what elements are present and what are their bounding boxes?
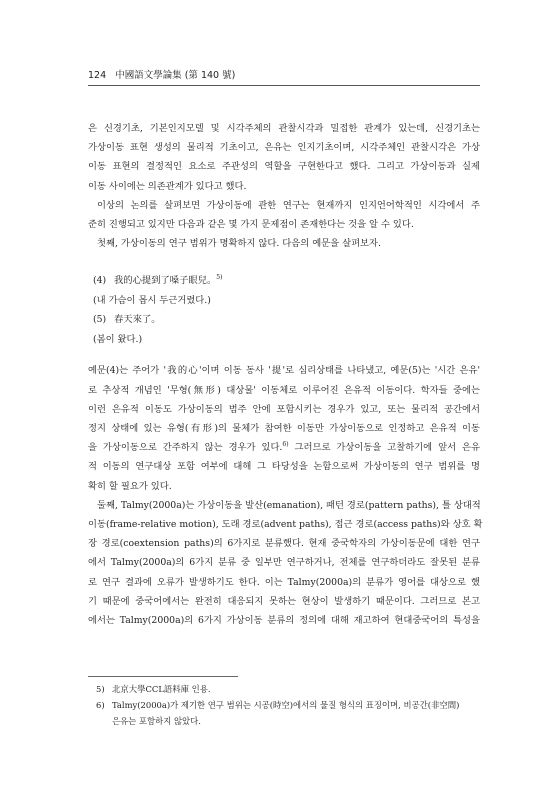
text-line: 로 추상적 개념인 '무형(無形) 대상물' 이동체로 이루어진 은유적 이동이다. 학자들 중에는	[88, 384, 480, 396]
text-line: 로 연구 결과에 오류가 발생하기도 한다. 이는 Talmy(2000a)의 분류가 영어를 대상으로 했	[88, 576, 480, 588]
text-line-with-note	[88, 438, 480, 457]
footnote-number: 5)	[96, 684, 105, 694]
text-line: 둘째, Talmy(2000a)는 가상이동을 발산(emanation), 패턴 경로(pattern paths), 틀 상대적	[97, 499, 481, 511]
example-5-translation: (봄이 왔다.)	[93, 333, 143, 345]
footnote-text: Talmy(2000a)가 제기한 연구 범위는 시공(時空)에서의 물질 형식의 표징이며, 비공간(非空間)	[112, 700, 460, 710]
example-number: (5)	[93, 314, 107, 326]
text-line: 이런 은유적 이동도 가상이동의 범주 안에 포함시키는 경우가 있고, 또는 물리적 공간에서	[88, 403, 480, 415]
example-chinese: 我的心提到了嗓子眼兒。	[114, 275, 217, 287]
text-line: 적 이동의 연구대상 포함 여부에 대해 그 타당성을 논함으로써 가상이동의 연구 범위를 명	[88, 461, 480, 473]
paragraph-3	[88, 234, 480, 253]
text-line: 확히 할 필요가 있다.	[88, 480, 172, 492]
paragraph-2	[88, 196, 480, 234]
text-line: 에서 Talmy(2000a)의 6가지 분류 중 일부만 연구하거나, 전체를 연구하더라도 잘못된 분류	[88, 557, 480, 569]
footnote-ref: 6)	[282, 441, 289, 449]
text-line: 은 신경기초, 기본인지모델 및 시각주체의 관찰시각과 밀접한 관계가 있는데, 신경기초는	[88, 123, 480, 134]
text-line: 장 경로(coextension paths)의 6가지로 분류했다. 현재 중국학자의 가상이동문에 대한 연구	[88, 538, 480, 550]
footnote-ref: 5)	[216, 274, 223, 282]
text-segment: 을 가상이동으로 간주하지 않는 경우가 있다.	[88, 442, 283, 454]
footnote-number: 6)	[96, 700, 105, 710]
text-line: 준히 진행되고 있지만 다음과 같은 몇 가지 문제점이 존재한다는 것을 알 수 있다.	[88, 219, 414, 231]
paragraph-5	[88, 496, 483, 630]
example-number: (4)	[93, 275, 107, 287]
text-line: 첫째, 가상이동의 연구 범위가 명확하지 않다. 다음의 예문을 살펴보자.	[97, 238, 381, 250]
footnote-5	[96, 681, 480, 697]
text-line: 이동 표현의 결정적인 요소로 주관성의 역할을 구현한다고 했다. 그리고 가상이동과 실제	[88, 161, 480, 173]
text-line: 에서는 Talmy(2000a)의 6가지 가상이동 분류의 정의에 대해 재고하여 현대중국어의 특성을	[88, 615, 480, 627]
paragraph-4	[88, 361, 480, 495]
footnote-text: 北京大學CCL語料庫 인용.	[112, 684, 211, 694]
text-line: 정지 상태에 있는 유형(有形)의 물체가 참여한 이동만 가상이동으로 인정하고 은유적 이동	[88, 423, 480, 435]
paragraph-1	[88, 119, 480, 196]
example-chinese: 春天來了。	[114, 314, 161, 326]
text-line: 가상이동 표현 생성의 물리적 기초이고, 은유는 인지기초이며, 시각주체인 관찰시각은 가상	[88, 142, 480, 154]
example-4-translation: (내 가슴이 몹시 두근거렸다.)	[93, 294, 211, 306]
footnote-6	[96, 697, 480, 729]
footnote-rule	[88, 676, 238, 677]
running-header	[88, 67, 480, 81]
example-sentences	[88, 271, 480, 349]
example-5	[93, 310, 480, 330]
header-rule	[88, 85, 480, 86]
text-line: 이상의 논의를 살펴보면 가상이동에 관한 연구는 현재까지 인지언어학적인 시각에서 주	[97, 199, 480, 211]
text-line: 예문(4)는 주어가 '我的心'이며 이동 동사 '提'로 심리상태를 나타냈고, 예문(5)는 '시간 은유'	[88, 365, 480, 377]
text-line: 이동(frame-relative motion), 도래 경로(advent paths), 접근 경로(access paths)와 상호 확	[88, 519, 483, 531]
page-number: 124	[88, 70, 107, 81]
text-line: 기 때문에 중국어에서는 완전히 대응되지 못하는 현상이 발생하기 때문이다. 그러므로 본고	[88, 595, 480, 607]
journal-title: 中國語文學論集 (第 140 號)	[115, 70, 236, 81]
example-4	[93, 271, 480, 291]
footnote-continuation: 은유는 포함하지 않았다.	[112, 716, 201, 726]
footnotes	[96, 681, 480, 729]
main-text	[88, 119, 483, 630]
text-segment: 그러므로 가상이동을 고찰하기에 앞서 은유	[288, 442, 480, 454]
text-line: 이동 사이에는 의존관계가 있다고 했다.	[88, 180, 247, 192]
